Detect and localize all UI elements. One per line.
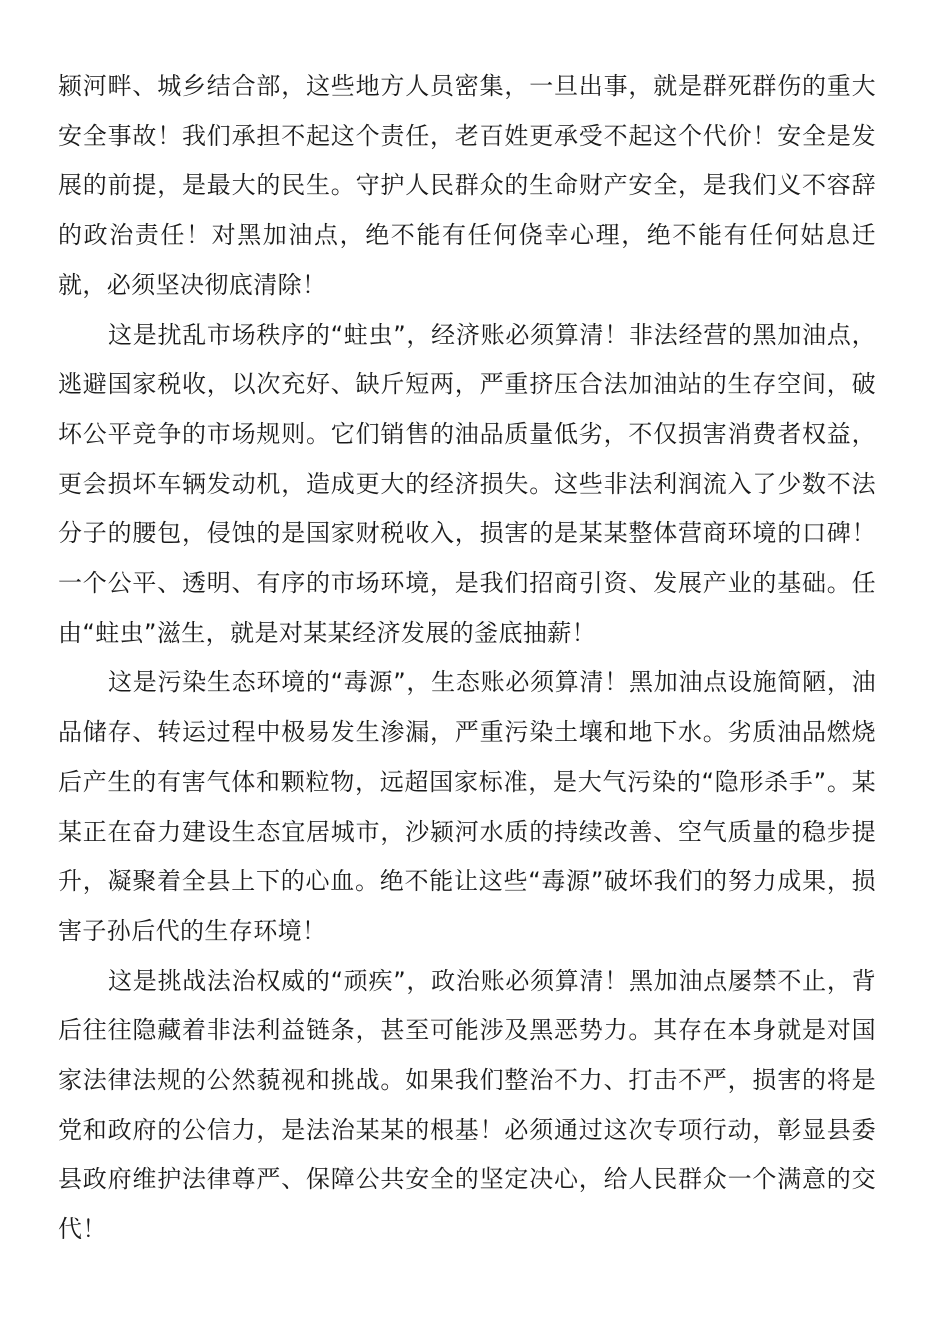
paragraph-safety-conclusion: 颍河畔、城乡结合部，这些地方人员密集，一旦出事，就是群死群伤的重大安全事故！我们承担不起这个责任，老百姓更承受不起这个代价！安全是发展的前提，是最大的民生。守护人民群众的生命财产安全，是我们义不容辞的政治责任！对黑加油点，绝不能有任何侥幸心理，绝不能有任何姑息迁就，必须坚决彻底清除！ — [58, 72, 876, 299]
paragraph-economic-account: 这是扰乱市场秩序的“蛀虫”，经济账必须算清！非法经营的黑加油点，逃避国家税收，以次充好、缺斤短两，严重挤压合法加油站的生存空间，破坏公平竞争的市场规则。它们销售的油品质量低劣，不仅损害消费者权益，更会损坏车辆发动机，造成更大的经济损失。这些非法利润流入了少数不法分子的腰包，侵蚀的是国家财税收入，损害的是某某整体营商环境的口碑！一个公平、透明、有序的市场环境，是我们招商引资、发展产业的基础。任由“蛀虫”滋生，就是对某某经济发展的釜底抽薪！ — [58, 320, 876, 647]
paragraph-political-account: 这是挑战法治权威的“顽疾”，政治账必须算清！黑加油点屡禁不止，背后往往隐藏着非法利益链条，甚至可能涉及黑恶势力。其存在本身就是对国家法律法规的公然藐视和挑战。如果我们整治不力、打击不严，损害的将是党和政府的公信力，是法治某某的根基！必须通过这次专项行动，彰显县委县政府维护法律尊严、保障公共安全的坚定决心，给人民群众一个满意的交代！ — [58, 966, 876, 1244]
paragraph-ecological-account: 这是污染生态环境的“毒源”，生态账必须算清！黑加油点设施简陋，油品储存、转运过程中极易发生渗漏，严重污染土壤和地下水。劣质油品燃烧后产生的有害气体和颗粒物，远超国家标准，是大气污染的“隐形杀手”。某某正在奋力建设生态宜居城市，沙颍河水质的持续改善、空气质量的稳步提升，凝聚着全县上下的心血。绝不能让这些“毒源”破坏我们的努力成果，损害子孙后代的生存环境！ — [58, 668, 876, 945]
document-page — [58, 62, 876, 1255]
